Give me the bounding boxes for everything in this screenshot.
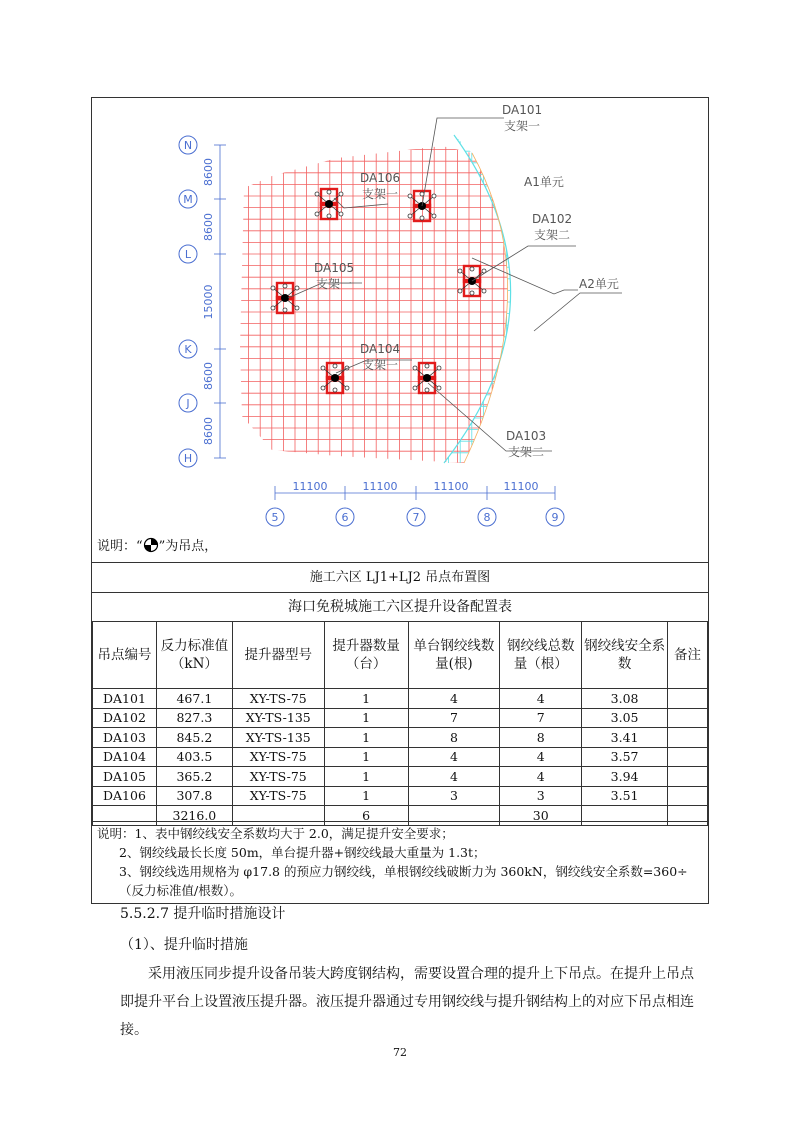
label-a2: A2单元 <box>579 277 619 291</box>
legend-note <box>97 535 217 554</box>
table-cell: 467.1 <box>156 689 232 709</box>
label-da101: DA101 <box>502 103 543 117</box>
legend-prefix: 说明：“ <box>97 539 143 554</box>
table-row <box>93 728 708 748</box>
table-cell: 1 <box>324 689 408 709</box>
header-cell: 钢绞线总数量（根） <box>500 622 582 689</box>
table-cell: 403.5 <box>156 747 232 767</box>
axis-label-7: 7 <box>412 511 420 524</box>
axis-label-6: 6 <box>341 511 349 524</box>
table-cell: XY-TS-75 <box>232 747 324 767</box>
table-cell: 3.08 <box>582 689 668 709</box>
table-cell: 4 <box>408 689 500 709</box>
axis-label-L: L <box>184 248 192 261</box>
label-da106-sub: 支架一 <box>362 187 399 201</box>
table-cell: 4 <box>408 767 500 787</box>
header-cell: 提升器型号 <box>232 622 324 689</box>
table-cell: 8 <box>408 728 500 748</box>
drawing-frame <box>91 97 709 904</box>
axis-label-5: 5 <box>271 511 279 524</box>
table-row <box>93 689 708 709</box>
dim-row-J-H: 8600 <box>202 417 215 445</box>
dim-col-7-8: 11100 <box>433 480 469 493</box>
header-cell: 备注 <box>668 622 708 689</box>
table-cell: 3.05 <box>582 708 668 728</box>
table-cell <box>668 689 708 709</box>
label-da103: DA103 <box>506 429 547 443</box>
table-cell <box>668 708 708 728</box>
label-da104: DA104 <box>360 342 401 356</box>
section-heading: 5.5.2.7 提升临时措施设计 <box>120 906 286 922</box>
table-cell: XY-TS-75 <box>232 786 324 806</box>
table-cell: 365.2 <box>156 767 232 787</box>
lifting-point-layout-drawing <box>92 98 708 566</box>
note-3: 3、钢绞线选用规格为 φ17.8 的预应力钢绞线，单根钢绞线破断力为 360kN，钢绞线安全系数=360÷（反力标准值/根数）。 <box>119 864 688 898</box>
lifting-point-marker <box>315 189 343 219</box>
lifting-point-marker <box>321 363 349 393</box>
table-cell: 1 <box>324 747 408 767</box>
table-cell: DA103 <box>93 728 157 748</box>
label-a1: A1单元 <box>524 175 564 189</box>
legend-suffix: ”为吊点， <box>158 539 218 554</box>
table-cell <box>668 728 708 748</box>
table-row <box>93 747 708 767</box>
table-cell: 4 <box>500 747 582 767</box>
table-cell: XY-TS-135 <box>232 728 324 748</box>
table-cell: 4 <box>500 767 582 787</box>
axis-label-N: N <box>183 139 193 152</box>
axis-label-8: 8 <box>483 511 491 524</box>
axis-label-M: M <box>183 193 193 206</box>
table-cell: 3.51 <box>582 786 668 806</box>
table-cell: 6 <box>324 806 408 826</box>
axis-label-H: H <box>183 452 193 465</box>
body-paragraph: 采用液压同步提升设备吊装大跨度钢结构，需要设置合理的提升上下吊点。在提升上吊点即提升平台上设置液压提升器。液压提升器通过专用钢绞线与提升钢结构上的对应下吊点相连接。 <box>120 966 694 1038</box>
table-cell: 3.57 <box>582 747 668 767</box>
axis-label-K: K <box>184 343 192 356</box>
label-da102: DA102 <box>532 212 573 226</box>
table-cell: 7 <box>500 708 582 728</box>
header-cell: 单台钢绞线数量(根) <box>408 622 500 689</box>
header-cell: 吊点编号 <box>93 622 157 689</box>
axis-label-J: J <box>186 397 190 410</box>
label-da106: DA106 <box>360 171 401 185</box>
dim-col-8-9: 11100 <box>503 480 539 493</box>
table-cell: 1 <box>324 786 408 806</box>
table-cell: DA101 <box>93 689 157 709</box>
table-cell: 307.8 <box>156 786 232 806</box>
table-cell: 3 <box>500 786 582 806</box>
label-da104-sub: 支架一 <box>362 358 399 372</box>
equipment-config-table <box>92 621 708 826</box>
label-da105: DA105 <box>314 261 355 275</box>
table-cell: DA102 <box>93 708 157 728</box>
table-cell: 8 <box>500 728 582 748</box>
dim-row-M-L: 8600 <box>202 213 215 241</box>
table-cell: 3 <box>408 786 500 806</box>
table-cell: 3.41 <box>582 728 668 748</box>
dim-row-K-J: 8600 <box>202 362 215 390</box>
header-cell: 反力标准值（kN） <box>156 622 232 689</box>
table-cell: 30 <box>500 806 582 826</box>
page-number: 72 <box>393 1046 407 1059</box>
table-cell <box>668 767 708 787</box>
note-2: 2、钢绞线最长长度 50m，单台提升器+钢绞线最大重量为 1.3t； <box>119 845 486 860</box>
dim-col-5-6: 11100 <box>292 480 328 493</box>
table-title: 海口免税城施工六区提升设备配置表 <box>92 592 708 621</box>
table-cell: 845.2 <box>156 728 232 748</box>
table-cell: 1 <box>324 767 408 787</box>
table-cell: 1 <box>324 708 408 728</box>
table-cell: DA104 <box>93 747 157 767</box>
table-cell: 7 <box>408 708 500 728</box>
dim-col-6-7: 11100 <box>362 480 398 493</box>
table-row <box>93 708 708 728</box>
table-cell: XY-TS-75 <box>232 689 324 709</box>
label-da102-sub: 支架二 <box>534 228 571 242</box>
table-cell: 3.94 <box>582 767 668 787</box>
table-cell <box>668 786 708 806</box>
table-cell <box>668 747 708 767</box>
table-cell: DA105 <box>93 767 157 787</box>
subsection-heading: （1）、提升临时措施 <box>120 937 248 953</box>
table-notes <box>92 821 708 900</box>
dim-row-N-M: 8600 <box>202 158 215 186</box>
table-cell: 4 <box>408 747 500 767</box>
note-1: 说明：1、表中钢绞线安全系数均大于 2.0，满足提升安全要求； <box>97 826 454 841</box>
dim-row-L-K: 15000 <box>202 284 215 320</box>
figure-caption: 施工六区 LJ1+LJ2 吊点布置图 <box>92 562 708 592</box>
table-header-row <box>93 622 708 689</box>
table-cell: 827.3 <box>156 708 232 728</box>
table-row <box>93 786 708 806</box>
table-cell: 4 <box>500 689 582 709</box>
table-row <box>93 767 708 787</box>
header-cell: 提升器数量（台） <box>324 622 408 689</box>
table-cell: XY-TS-135 <box>232 708 324 728</box>
header-cell: 钢绞线安全系数 <box>582 622 668 689</box>
table-cell: DA106 <box>93 786 157 806</box>
lifting-point-marker <box>413 363 441 393</box>
table-cell: XY-TS-75 <box>232 767 324 787</box>
table-cell: 3216.0 <box>156 806 232 826</box>
label-da101-sub: 支架一 <box>504 119 541 133</box>
lifting-point-symbol-icon <box>143 537 159 553</box>
label-da105-sub: 支架一 <box>316 277 353 291</box>
axis-label-9: 9 <box>551 511 559 524</box>
label-da103-sub: 支架二 <box>508 445 545 459</box>
table-cell: 1 <box>324 728 408 748</box>
